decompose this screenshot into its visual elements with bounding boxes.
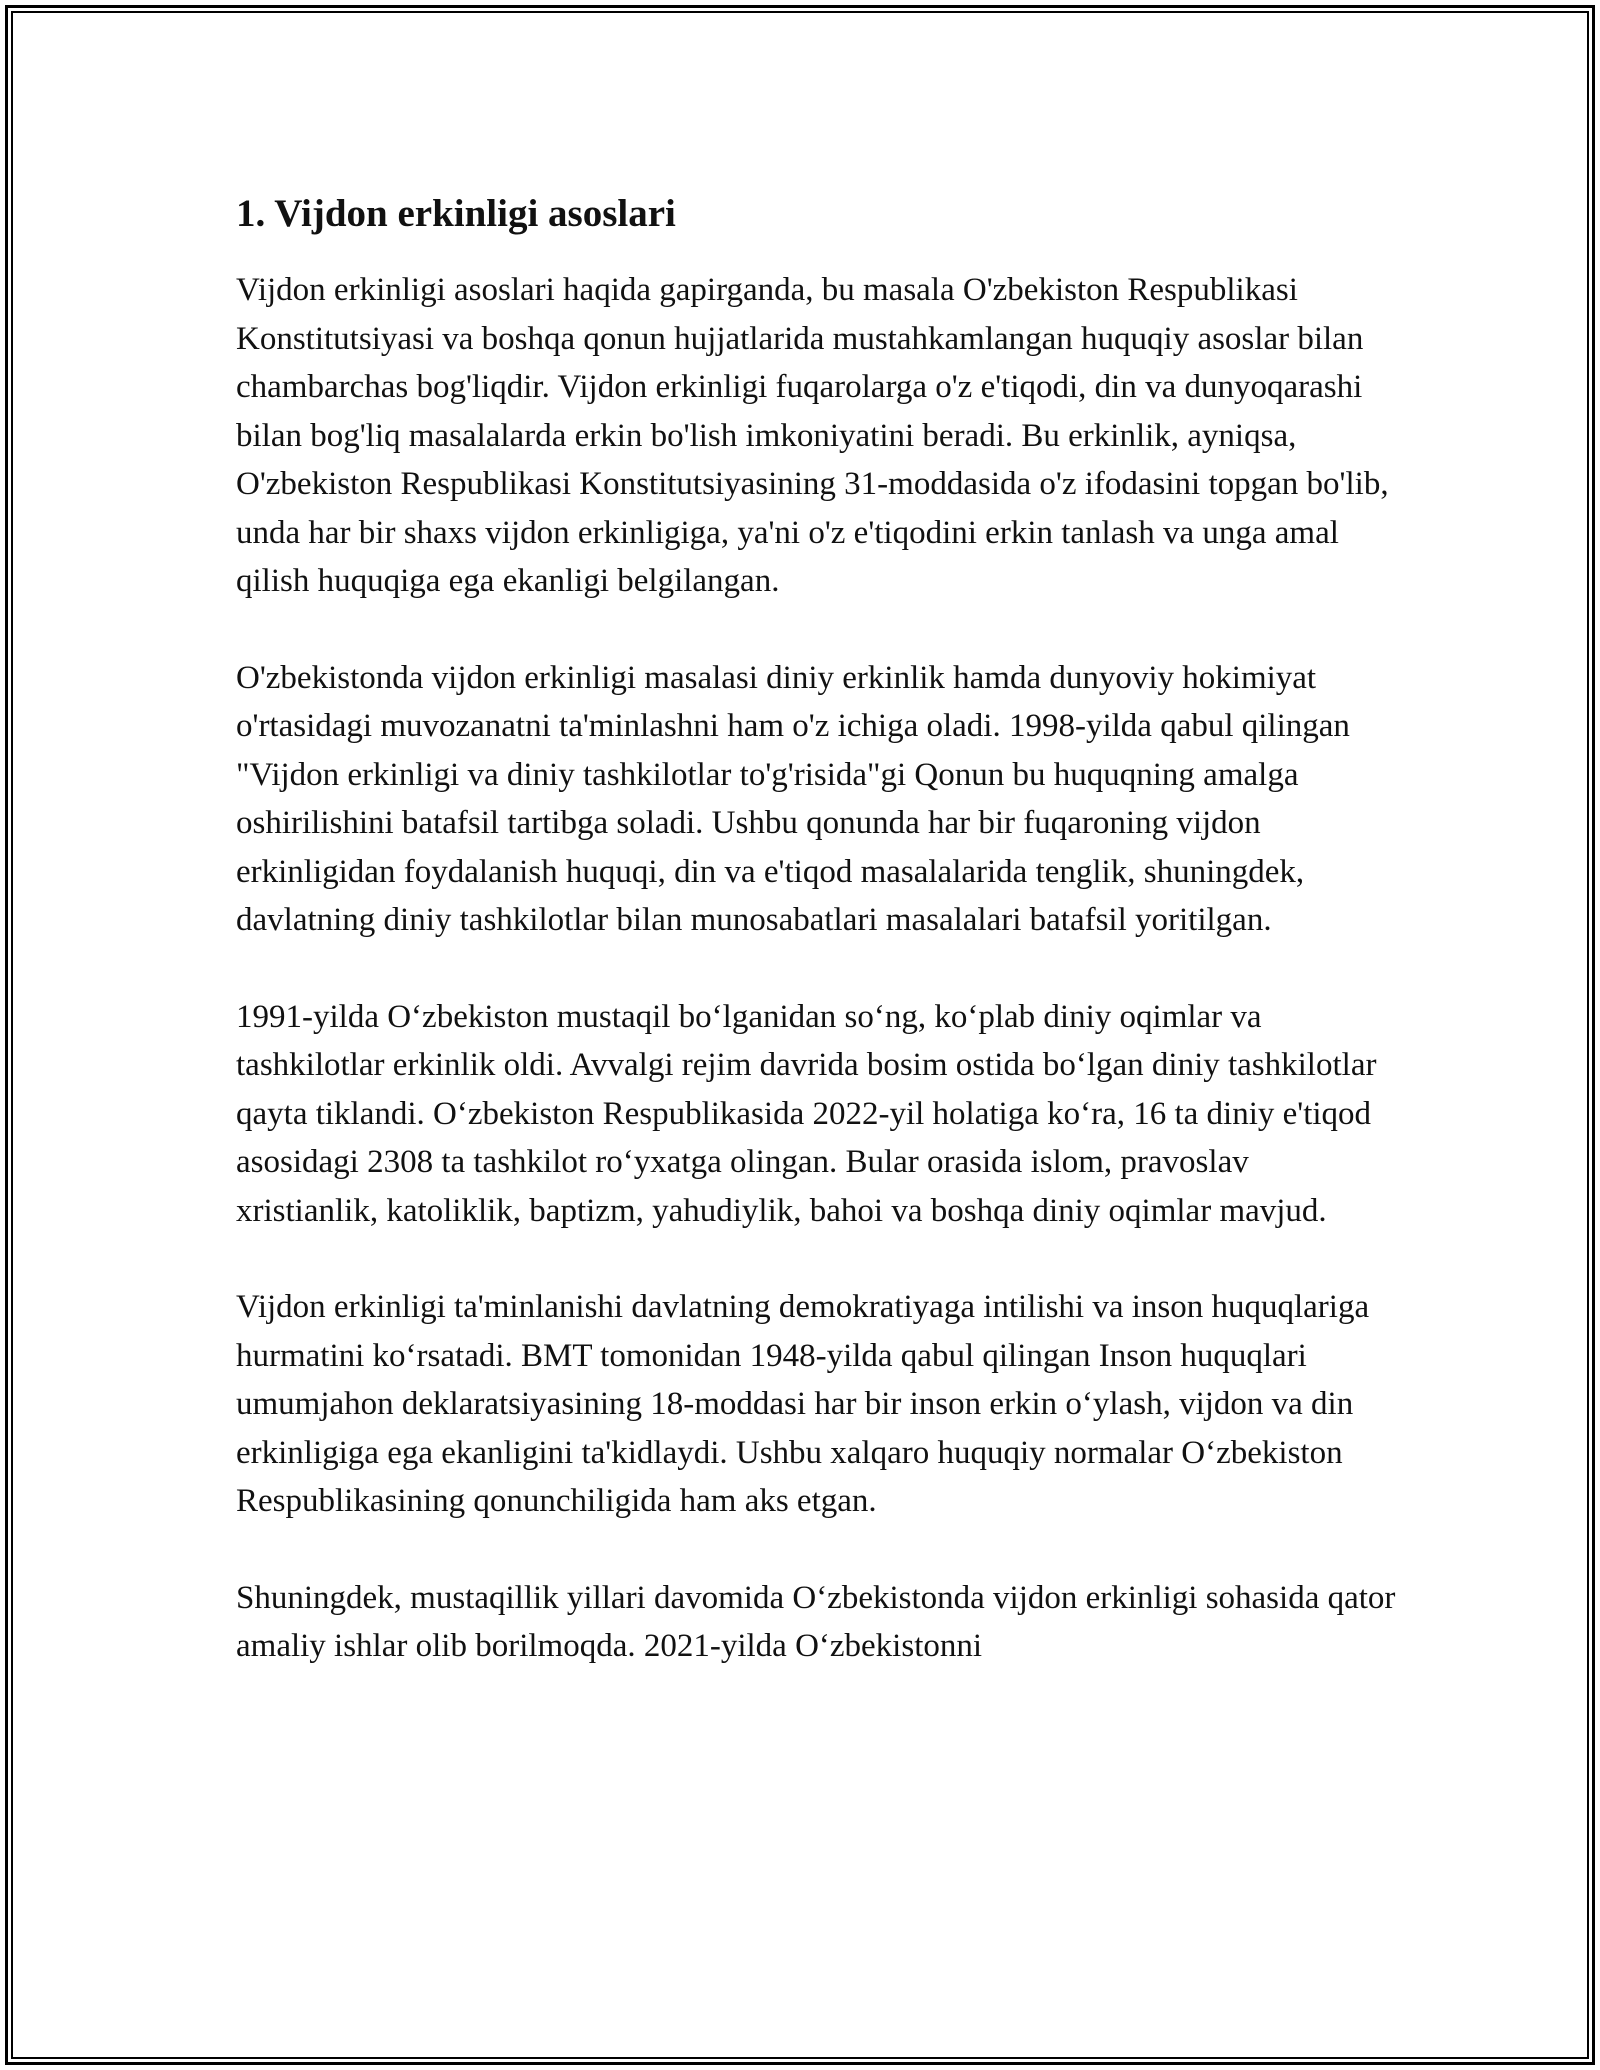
paragraph-2: O'zbekistonda vijdon erkinligi masalasi diniy erkinlik hamda dunyoviy hokimiyat o'rtasidagi muvozanatni ta'minlashni ham o'z ichiga oladi. 1998-yilda qabul qilingan "Vijdon erkinligi va diniy tashkilotlar to'g'risida"gi Qonun bu huquqning amalga oshirilishini batafsil tartibga soladi. Ushbu qonunda har bir fuqaroning vijdon erkinligidan foydalanish huquqi, din va e'tiqod masalalarida tenglik, shuningdek, davlatning diniy tashkilotlar bilan munosabatlari masalalari batafsil yoritilgan. (236, 659, 1350, 938)
document-body (236, 188, 1396, 1671)
paragraph-5: Shuningdek, mustaqillik yillari davomida O‘zbekistonda vijdon erkinligi sohasida qator amaliy ishlar olib borilmoqda. 2021-yilda O‘zbekistonni (236, 1579, 1396, 1664)
paragraph-4: Vijdon erkinligi ta'minlanishi davlatning demokratiyaga intilishi va inson huquqlariga hurmatini ko‘rsatadi. BMT tomonidan 1948-yilda qabul qilingan Inson huquqlari umumjahon deklaratsiyasining 18-moddasi har bir inson erkin o‘ylash, vijdon va din erkinligiga ega ekanligini ta'kidlaydi. Ushbu xalqaro huquqiy normalar O‘zbekiston Respublikasining qonunchiligida ham aks etgan. (236, 1289, 1370, 1519)
section-heading: 1. Vijdon erkinligi asoslari (236, 192, 676, 235)
paragraph-1: Vijdon erkinligi asoslari haqida gapirganda, bu masala O'zbekiston Respublikasi Konstitutsiyasi va boshqa qonun hujjatlarida mustahkamlangan huquqiy asoslar bilan chambarchas bog'liqdir. Vijdon erkinligi fuqarolarga o'z e'tiqodi, din va dunyoqarashi bilan bog'liq masalalarda erkin bo'lish imkoniyatini beradi. Bu erkinlik, ayniqsa, O'zbekiston Respublikasi Konstitutsiyasining 31-moddasida o'z ifodasini topgan bo'lib, unda har bir shaxs vijdon erkinligiga, ya'ni o'z e'tiqodini erkin tanlash va unga amal qilish huquqiga ega ekanligi belgilangan. (236, 272, 1389, 599)
paragraph-3: 1991-yilda O‘zbekiston mustaqil bo‘lganidan so‘ng, ko‘plab diniy oqimlar va tashkilotlar erkinlik oldi. Avvalgi rejim davrida bosim ostida bo‘lgan diniy tashkilotlar qayta tiklandi. O‘zbekiston Respublikasida 2022-yil holatiga ko‘ra, 16 ta diniy e'tiqod asosidagi 2308 ta tashkilot ro‘yxatga olingan. Bular orasida islom, pravoslav xristianlik, katoliklik, baptizm, yahudiylik, bahoi va boshqa diniy oqimlar mavjud. (236, 998, 1377, 1229)
